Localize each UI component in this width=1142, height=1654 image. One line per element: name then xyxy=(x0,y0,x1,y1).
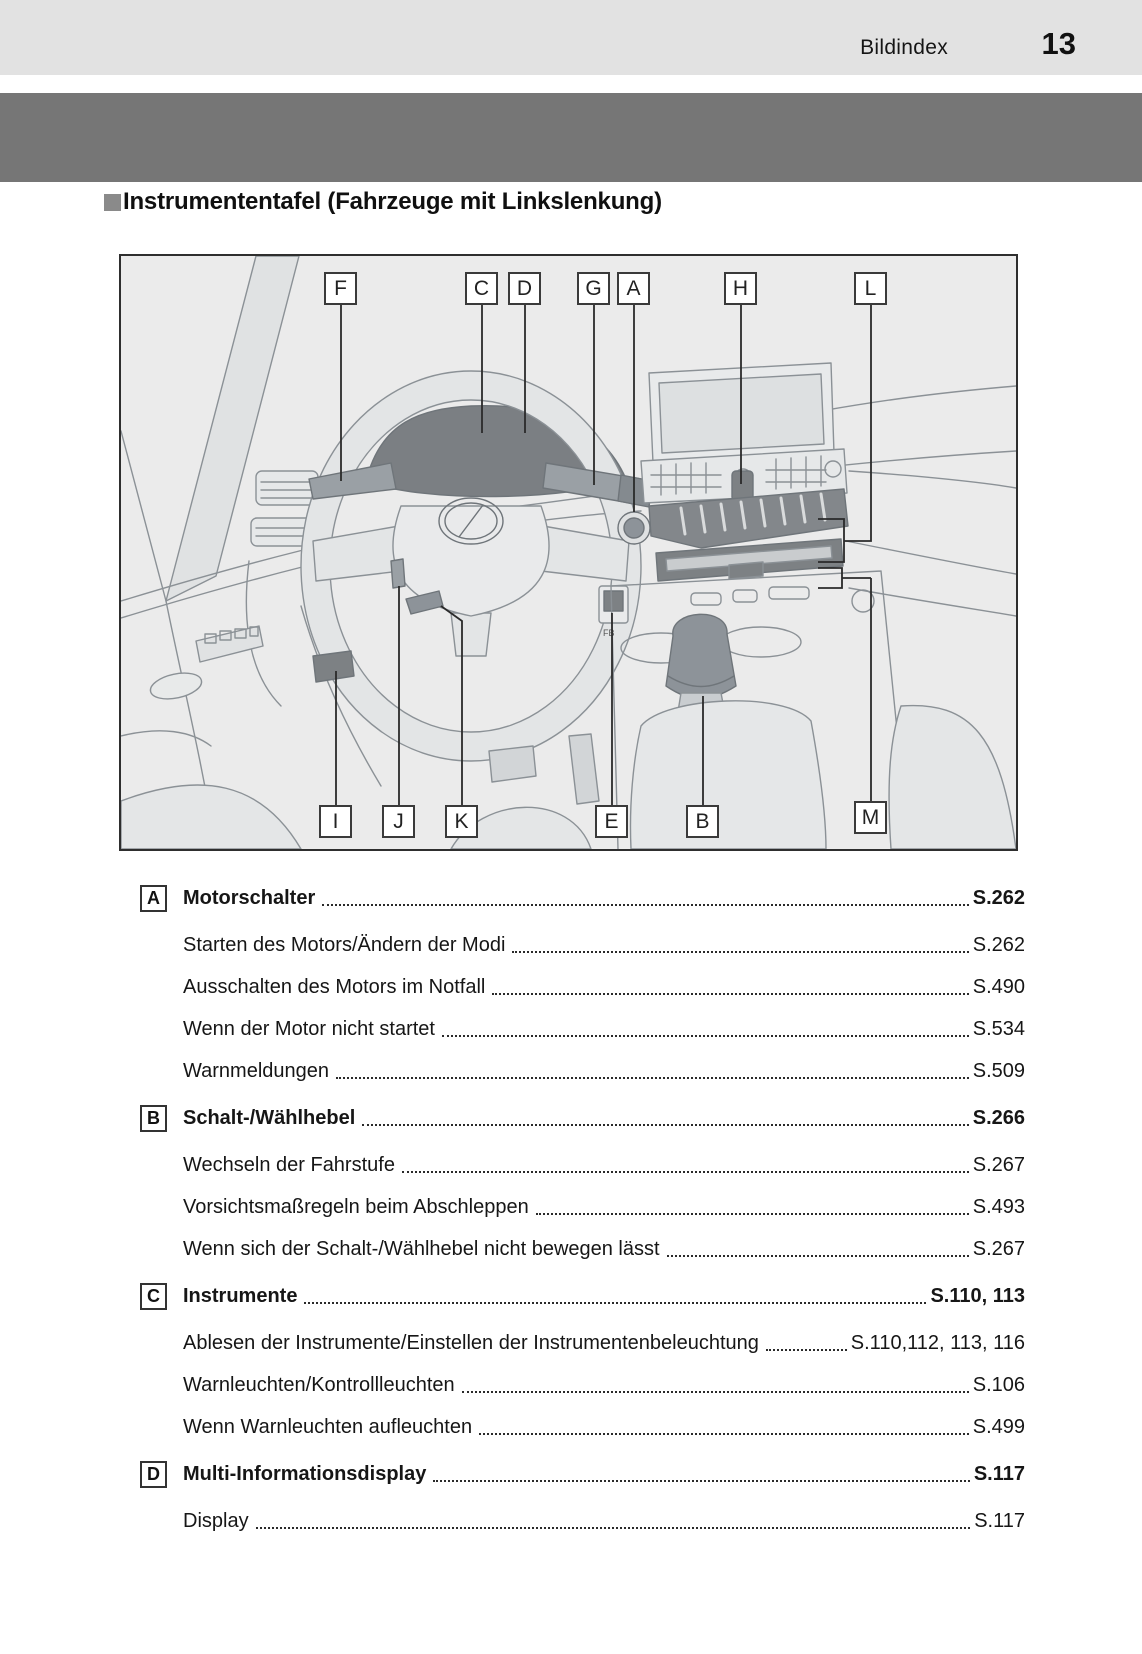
entry-label: Wenn der Motor nicht startet xyxy=(183,1017,435,1040)
index-section-C xyxy=(140,1270,1025,1322)
dot-leader xyxy=(433,1480,969,1482)
entry-page: S.117 xyxy=(974,1509,1025,1532)
entry-title: Schalt-/Wählhebel xyxy=(183,1106,356,1129)
diagram-label-J: J xyxy=(382,805,415,838)
entry-page: S.262 xyxy=(972,933,1025,956)
entry-page: S.490 xyxy=(972,975,1025,998)
entry-label: Display xyxy=(183,1509,249,1532)
key-box-B: B xyxy=(140,1105,167,1132)
diagram-label-D: D xyxy=(508,272,541,305)
entry-title: Motorschalter xyxy=(183,886,316,909)
entry-page: S.509 xyxy=(972,1059,1025,1082)
header-band xyxy=(0,0,1142,75)
entry-page: S.106 xyxy=(972,1373,1025,1396)
index-item xyxy=(140,1144,1025,1186)
entry-page: S.267 xyxy=(972,1153,1025,1176)
entry-page: S.110,112, 113, 116 xyxy=(850,1331,1025,1354)
hazard-button xyxy=(732,471,753,501)
diagram-label-A: A xyxy=(617,272,650,305)
index-item xyxy=(140,1228,1025,1270)
dot-leader xyxy=(667,1255,969,1257)
dot-leader xyxy=(256,1527,971,1529)
dot-leader xyxy=(322,904,968,906)
entry-page: S.266 xyxy=(972,1106,1025,1129)
entry-label: Vorsichtsmaßregeln beim Abschleppen xyxy=(183,1195,529,1218)
diagram-label-C: C xyxy=(465,272,498,305)
entry-page: S.267 xyxy=(972,1237,1025,1260)
a-pillar xyxy=(166,256,299,601)
index-section-B xyxy=(140,1092,1025,1144)
entry-title: Instrumente xyxy=(183,1284,298,1307)
entry-page: S.262 xyxy=(972,886,1025,909)
diagram-label-L: L xyxy=(854,272,887,305)
dot-leader xyxy=(442,1035,969,1037)
entry-page: S.499 xyxy=(972,1415,1025,1438)
index-section-D xyxy=(140,1448,1025,1500)
index-item xyxy=(140,1008,1025,1050)
entry-page: S.110, 113 xyxy=(930,1284,1025,1307)
index-item xyxy=(140,1500,1025,1542)
entry-label: Wechseln der Fahrstufe xyxy=(183,1153,395,1176)
index-section-A xyxy=(140,872,1025,924)
diagram-label-K: K xyxy=(445,805,478,838)
dot-leader xyxy=(766,1349,847,1351)
fb-micro-label: FB xyxy=(603,628,615,638)
entry-title: Multi-Informationsdisplay xyxy=(183,1462,427,1485)
index-item xyxy=(140,1050,1025,1092)
dot-leader xyxy=(462,1391,969,1393)
entry-label: Ablesen der Instrumente/Einstellen der Instrumentenbeleuchtung xyxy=(183,1331,759,1354)
picture-index-list xyxy=(140,872,1025,1542)
index-item xyxy=(140,1322,1025,1364)
heading-bullet-icon xyxy=(104,194,121,211)
diagram-label-G: G xyxy=(577,272,610,305)
entry-label: Warnmeldungen xyxy=(183,1059,330,1082)
page-number: 13 xyxy=(1041,26,1076,61)
index-item xyxy=(140,924,1025,966)
fuel-lid-opener xyxy=(313,651,354,682)
diagram-label-M: M xyxy=(854,801,887,834)
key-slot xyxy=(604,591,623,611)
diagram-label-B: B xyxy=(686,805,719,838)
key-box-C: C xyxy=(140,1283,167,1310)
entry-page: S.117 xyxy=(973,1462,1025,1485)
diagram-label-E: E xyxy=(595,805,628,838)
dot-leader xyxy=(479,1433,969,1435)
key-box-D: D xyxy=(140,1461,167,1488)
dot-leader xyxy=(402,1171,969,1173)
diagram-label-H: H xyxy=(724,272,757,305)
index-item xyxy=(140,1406,1025,1448)
entry-label: Wenn sich der Schalt-/Wählhebel nicht bewegen lässt xyxy=(183,1237,660,1260)
section-title: Instrumententafel (Fahrzeuge mit Linkslenkung) xyxy=(123,188,662,215)
dot-leader xyxy=(336,1077,969,1079)
dot-leader xyxy=(492,993,968,995)
key-box-A: A xyxy=(140,885,167,912)
entry-label: Warnleuchten/Kontrollleuchten xyxy=(183,1373,455,1396)
dashboard-diagram xyxy=(119,254,1018,851)
entry-label: Starten des Motors/Ändern der Modi xyxy=(183,933,506,956)
entry-page: S.493 xyxy=(972,1195,1025,1218)
dashboard-illustration xyxy=(121,256,1016,849)
section-heading xyxy=(104,188,662,216)
entry-label: Wenn Warnleuchten aufleuchten xyxy=(183,1415,473,1438)
dot-leader xyxy=(536,1213,969,1215)
entry-page: S.534 xyxy=(972,1017,1025,1040)
dot-leader xyxy=(304,1302,926,1304)
diagram-label-F: F xyxy=(324,272,357,305)
index-item xyxy=(140,1364,1025,1406)
entry-label: Ausschalten des Motors im Notfall xyxy=(183,975,486,998)
dot-leader xyxy=(512,951,968,953)
dot-leader xyxy=(362,1124,968,1126)
diagram-label-I: I xyxy=(319,805,352,838)
header-title: Bildindex xyxy=(860,36,948,59)
index-item xyxy=(140,1186,1025,1228)
chapter-band xyxy=(0,93,1142,182)
index-item xyxy=(140,966,1025,1008)
